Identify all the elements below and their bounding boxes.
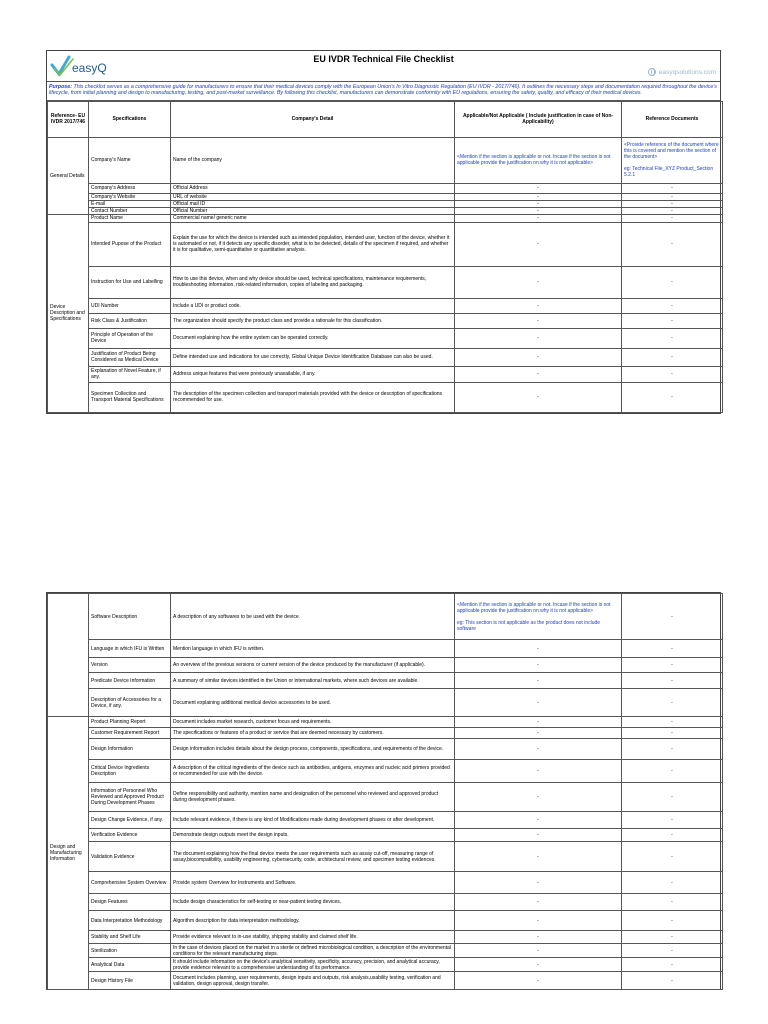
website-link[interactable] [648, 68, 716, 76]
reference-hint: <Provide reference of the document where this is covered and mention the section of the document> [624, 142, 719, 161]
detail-cell: Provide system Overview for Instruments and Software. [171, 872, 455, 894]
detail-cell: A description of any softwares to be used with the device. [171, 594, 455, 640]
detail-cell: In the case of devices placed on the market in a sterile or defined microbiological condition, a description of the environmental conditions for the relevant manufacturing steps. [171, 944, 455, 958]
table-row [48, 739, 723, 760]
reference-docs-cell: - [622, 640, 723, 658]
spec-cell: UDI Number [89, 298, 171, 313]
detail-cell: Document includes planning, user requirements, design inputs and outputs, risk analysis,usability testing, verification and validation, design approval, design transfer. [171, 972, 455, 990]
spec-cell: Product Planning Report [89, 717, 171, 728]
applicable-cell [455, 137, 622, 183]
spec-cell: Instruction for Use and Labelling [89, 266, 171, 298]
applicable-cell: - [455, 640, 622, 658]
category-cell: Design and Manufacturing Information [48, 717, 89, 990]
table-row [48, 872, 723, 894]
spec-cell: Validation Evidence [89, 842, 171, 872]
spec-cell: Stability and Shelf Life [89, 931, 171, 944]
spec-cell: Company's Address [89, 183, 171, 193]
applicable-cell: - [455, 931, 622, 944]
reference-docs-cell: - [622, 783, 723, 812]
detail-cell: Include a UDI or product code. [171, 298, 455, 313]
table-row [48, 207, 723, 214]
spec-cell: Version [89, 658, 171, 673]
spec-cell: Contact Number [89, 207, 171, 214]
spec-cell: Verification Evidence [89, 829, 171, 842]
spec-cell: Customer Requirement Report [89, 728, 171, 739]
purpose-text: This checklist serves as a comprehensive guide for manufacturers to ensure that their medical devices comply with the European Union's In Vitro Diagnostic Regulation (EU IVDR - 2017/746). It outlines the necessary steps and documentation required throughout the device's lifecycle, from initial planning and design to manufacturing, testing, and post-market surveillance. By following this checklist, manufacturers can demonstrate conformity with EU regulations, ensuring the safety, quality, and efficacy of their medical devices. [49, 84, 717, 97]
applicable-cell: - [455, 214, 622, 222]
reference-docs-cell [622, 137, 723, 183]
spec-cell: Company's Website [89, 193, 171, 200]
detail-cell: Document explaining additional medical device accessories to be used. [171, 689, 455, 717]
header-details: Company's Detail [171, 101, 455, 137]
applicable-cell: - [455, 328, 622, 348]
detail-cell: Name of the company [171, 137, 455, 183]
software-example: eg: This section is not applicable as the product does not include software [457, 619, 601, 632]
spec-cell: Explanation of Novel Feature, if any. [89, 366, 171, 382]
applicable-cell: - [455, 783, 622, 812]
detail-cell: Provide evidence relevant to in-use stability, shipping stability and claimed shelf life. [171, 931, 455, 944]
detail-cell: Include design characteristics for self-testing or near-patient testing devices. [171, 894, 455, 911]
detail-cell: A summary of similar devices identified in the Union or international markets, where such devices are available. [171, 673, 455, 689]
table-row [48, 298, 723, 313]
applicable-cell: - [455, 689, 622, 717]
spec-cell: Comprehensive System Overview [89, 872, 171, 894]
table-row [48, 214, 723, 222]
reference-docs-cell: - [622, 298, 723, 313]
applicable-hint: <Mention if the section is applicable or not. Incase if the section is not applicable provide the justification on why it is not applicable> [457, 154, 611, 167]
detail-cell: Define responsibility and authority, mention name and designation of the personnel who reviewed and approved product during development phases. [171, 783, 455, 812]
applicable-cell: - [455, 266, 622, 298]
detail-cell: Mention language in which IFU is written. [171, 640, 455, 658]
applicable-cell: - [455, 193, 622, 200]
applicable-cell: - [455, 207, 622, 214]
reference-docs-cell: - [622, 348, 723, 366]
detail-cell: Demonstrate design outputs meet the design inputs. [171, 829, 455, 842]
table-row [48, 658, 723, 673]
reference-docs-cell: - [622, 829, 723, 842]
table-row [48, 200, 723, 207]
purpose-statement [47, 82, 720, 101]
reference-docs-cell: - [622, 183, 723, 193]
applicable-cell: - [455, 842, 622, 872]
spec-cell: Justification of Product Being Considered as Medical Device [89, 348, 171, 366]
spec-cell: Design Features [89, 894, 171, 911]
spec-cell: Risk Class & Justification [89, 313, 171, 328]
detail-cell: Algorithm description for data interpretation methodology. [171, 911, 455, 931]
checklist-page-2 [46, 592, 721, 990]
applicable-cell [455, 594, 622, 640]
reference-docs-cell: - [622, 222, 723, 266]
applicable-cell: - [455, 717, 622, 728]
applicable-cell: - [455, 298, 622, 313]
detail-cell: Document explaining how the entire system can be operated correctly. [171, 328, 455, 348]
applicable-cell: - [455, 958, 622, 972]
table-row [48, 894, 723, 911]
spec-cell: Company's Name [89, 137, 171, 183]
table-row [48, 348, 723, 366]
applicable-cell: - [455, 894, 622, 911]
reference-docs-cell: - [622, 739, 723, 760]
applicable-cell: - [455, 183, 622, 193]
reference-docs-cell: - [622, 366, 723, 382]
detail-cell: The specifications or features of a product or service that are deemed necessary by customers. [171, 728, 455, 739]
table-row [48, 911, 723, 931]
reference-docs-cell: - [622, 214, 723, 222]
reference-docs-cell: - [622, 382, 723, 412]
table-row [48, 137, 723, 183]
reference-docs-cell: - [622, 328, 723, 348]
table-row [48, 717, 723, 728]
spec-cell: Language in which IFU is Written [89, 640, 171, 658]
detail-cell: An overview of the previous versions or current version of the device produced by the manufacturer (if applicable). [171, 658, 455, 673]
detail-cell: Official mail ID [171, 200, 455, 207]
reference-docs-cell: - [622, 717, 723, 728]
reference-docs-cell: - [622, 207, 723, 214]
reference-docs-cell: - [622, 760, 723, 783]
applicable-cell: - [455, 812, 622, 829]
website-text: easyqsolutions.com [658, 68, 716, 76]
spec-cell: Sterilization [89, 944, 171, 958]
applicable-cell: - [455, 200, 622, 207]
table-row [48, 829, 723, 842]
document-title: EU IVDR Technical File Checklist [313, 54, 454, 64]
applicable-cell: - [455, 382, 622, 412]
detail-cell: The description of the specimen collection and transport materials provided with the device or description of specifications recommended for use. [171, 382, 455, 412]
table-row [48, 728, 723, 739]
category-cell [48, 594, 89, 717]
applicable-cell: - [455, 872, 622, 894]
reference-docs-cell: - [622, 200, 723, 207]
header-reference: Reference- EU IVDR 2017/746 [48, 101, 89, 137]
table-row [48, 842, 723, 872]
spec-cell: E-mail [89, 200, 171, 207]
table-row [48, 594, 723, 640]
detail-cell: Document includes market research, customer focus and requirements. [171, 717, 455, 728]
reference-docs-cell: - [622, 266, 723, 298]
applicable-cell: - [455, 658, 622, 673]
checklist-table-2 [47, 593, 723, 990]
detail-cell: The organization should specify the product class and provide a rationale for this classification. [171, 313, 455, 328]
table-row [48, 760, 723, 783]
spec-cell: Information of Personnel Who Reviewed and Approved Product During Development Phases [89, 783, 171, 812]
reference-docs-cell: - [622, 872, 723, 894]
spec-cell: Analytical Data [89, 958, 171, 972]
detail-cell: Official Number [171, 207, 455, 214]
header-specifications: Specifications [89, 101, 171, 137]
spec-cell: Principle of Operation of the Device [89, 328, 171, 348]
applicable-hint: <Mention if the section is applicable or not. Incase if the section is not applicable provide the justification on why it is not applicable> [457, 601, 611, 614]
spec-cell: Design Change Evidence, if any. [89, 812, 171, 829]
header-ref_docs: Reference Documents [622, 101, 723, 137]
table-row [48, 222, 723, 266]
checklist-page-1 [46, 50, 721, 414]
table-row [48, 193, 723, 200]
spec-cell: Intended Pupose of the Product [89, 222, 171, 266]
reference-docs-cell: - [622, 193, 723, 200]
detail-cell: How to use this device, when and why device should be used, technical specifications, maintenance requirements, troubleshooting information, risk-related information, copies of labeling and packaging. [171, 266, 455, 298]
reference-docs-cell: - [622, 972, 723, 990]
applicable-cell: - [455, 728, 622, 739]
spec-cell: Design History File [89, 972, 171, 990]
reference-docs-cell: - [622, 673, 723, 689]
category-cell: Device Description and Specifications [48, 214, 89, 412]
spec-cell: Description of Accessories for a Device, if any. [89, 689, 171, 717]
reference-docs-cell: - [622, 313, 723, 328]
table-row [48, 313, 723, 328]
reference-docs-cell: - [622, 944, 723, 958]
reference-docs-cell: - [622, 931, 723, 944]
spec-cell: Critical Device Ingredients Description [89, 760, 171, 783]
reference-docs-cell: - [622, 594, 723, 640]
table-row [48, 328, 723, 348]
spec-cell: Data Interpretation Methodology [89, 911, 171, 931]
applicable-cell: - [455, 911, 622, 931]
reference-example: eg: Technical File_XYZ Product_Section 5.2.1 [624, 166, 714, 179]
table-row [48, 673, 723, 689]
applicable-cell: - [455, 944, 622, 958]
reference-docs-cell: - [622, 842, 723, 872]
table-row [48, 640, 723, 658]
document-header [47, 51, 720, 82]
applicable-cell: - [455, 348, 622, 366]
table-header-row [48, 101, 723, 137]
detail-cell: Address unique features that were previously unavailable, if any. [171, 366, 455, 382]
purpose-label: Purpose: [49, 84, 72, 90]
checklist-table-1 [47, 101, 723, 413]
applicable-cell: - [455, 366, 622, 382]
reference-docs-cell: - [622, 911, 723, 931]
reference-docs-cell: - [622, 812, 723, 829]
table-row [48, 366, 723, 382]
table-row [48, 958, 723, 972]
detail-cell: It should include information on the device's analytical sensitivity, specificity, accuracy, precision, and analytical accuracy, provide evidence relevant to a comprehensive understanding of its performance. [171, 958, 455, 972]
applicable-cell: - [455, 829, 622, 842]
applicable-cell: - [455, 760, 622, 783]
table-row [48, 689, 723, 717]
table-row [48, 812, 723, 829]
applicable-cell: - [455, 673, 622, 689]
table-row [48, 944, 723, 958]
header-applicable: Applicable/Not Applicable ( Include justification in case of Non-Applicability) [455, 101, 622, 137]
applicable-cell: - [455, 739, 622, 760]
table-row [48, 266, 723, 298]
detail-cell: Design information includes details about the design process, components, specifications, and requirements of the device. [171, 739, 455, 760]
spec-cell: Product Name [89, 214, 171, 222]
detail-cell: Define intended use and indications for use correctly, Global Unique Device Identification Database can also be used. [171, 348, 455, 366]
reference-docs-cell: - [622, 658, 723, 673]
spec-cell: Specimen Collection and Transport Material Specifications [89, 382, 171, 412]
reference-docs-cell: - [622, 728, 723, 739]
reference-docs-cell: - [622, 894, 723, 911]
table-row [48, 382, 723, 412]
detail-cell: A description of the critical ingredients of the device such as antibodies, antigens, enzymes and nucleic acid primers provided or recommended for use with the device. [171, 760, 455, 783]
category-cell: General Details [48, 137, 89, 214]
applicable-cell: - [455, 222, 622, 266]
detail-cell: The document explaining how the final device meets the user requirements such as assay cut-off, measuring range of assay,biocompatibility, usability engineering, cybersecurity, code, architectural review, and specimen testing evidences. [171, 842, 455, 872]
logo-text: easyQ [72, 61, 107, 75]
table-row [48, 972, 723, 990]
applicable-cell: - [455, 313, 622, 328]
detail-cell: URL of website [171, 193, 455, 200]
table-row [48, 783, 723, 812]
detail-cell: Explain the use for which the device is intended such as intended population, intended user, function of the device, whether it is automated or not, if it detects any specific disorder, what is to be detected, details of the specimen if required, and whether it is for qualitative, semi-quantitative or quantitative analysis. [171, 222, 455, 266]
reference-docs-cell: - [622, 689, 723, 717]
detail-cell: Official Address [171, 183, 455, 193]
reference-docs-cell: - [622, 958, 723, 972]
spec-cell: Software Description [89, 594, 171, 640]
table-row [48, 183, 723, 193]
globe-icon [648, 68, 656, 76]
spec-cell: Design Information [89, 739, 171, 760]
detail-cell: Include relevant evidence, if there is any kind of Modifications made during development phases or after development. [171, 812, 455, 829]
detail-cell: Commercial name/ generic name [171, 214, 455, 222]
applicable-cell: - [455, 972, 622, 990]
table-row [48, 931, 723, 944]
spec-cell: Predicate Device Information [89, 673, 171, 689]
